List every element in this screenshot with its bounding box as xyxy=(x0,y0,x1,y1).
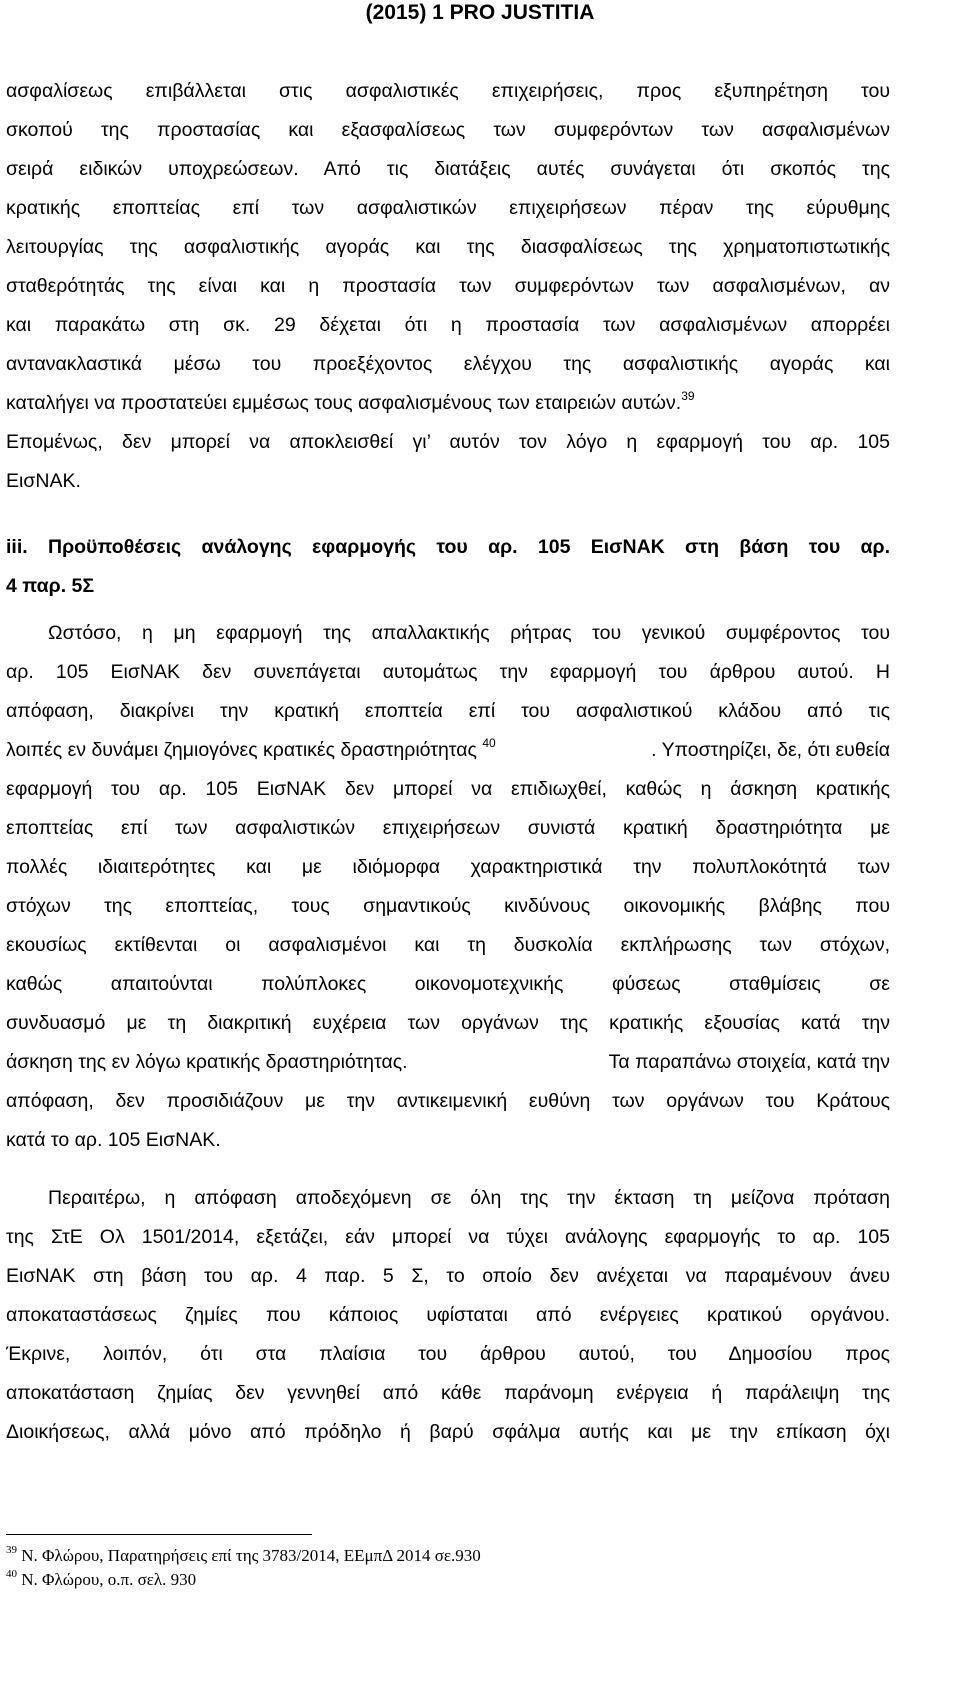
running-header: (2015) 1 PRO JUSTITIA xyxy=(365,1,595,24)
footnote xyxy=(6,1570,196,1590)
body-line xyxy=(6,391,890,415)
body-line: ΕισΝΑΚ στη βάση του αρ. 4 παρ. 5 Σ, το οποίο δεν ανέχεται να παραμένουν άνευ xyxy=(6,1265,890,1287)
body-line xyxy=(6,1050,890,1074)
footnote xyxy=(6,1546,481,1566)
body-line: στόχων της εποπτείας, τους σημαντικούς κινδύνους οικονομικής βλάβης που xyxy=(6,895,890,917)
footnote-ref[interactable]: 39 xyxy=(681,389,695,403)
body-line: Επομένως, δεν μπορεί να αποκλεισθεί γι’ αυτόν τον λόγο η εφαρμογή του αρ. 105 xyxy=(6,431,890,453)
footnote-ref[interactable]: 40 xyxy=(482,736,496,750)
body-line: ασφαλίσεως επιβάλλεται στις ασφαλιστικές επιχειρήσεις, προς εξυπηρέτηση του xyxy=(6,80,890,102)
body-text: άσκηση της εν λόγω κρατικής δραστηριότητας. xyxy=(6,1051,408,1073)
body-line: αντανακλαστικά μέσω του προεξέχοντος ελέγχου της ασφαλιστικής αγοράς και xyxy=(6,353,890,375)
footnote-text: Ν. Φλώρου, ο.π. σελ. 930 xyxy=(17,1570,197,1589)
body-text: . Υποστηρίζει, δε, ότι ευθεία xyxy=(651,739,890,761)
body-line: Διοικήσεως, αλλά μόνο από πρόδηλο ή βαρύ σφάλμα αυτής και με την επίκαση όχι xyxy=(6,1421,890,1443)
body-line: της ΣτΕ Ολ 1501/2014, εξετάζει, εάν μπορεί να τύχει ανάλογης εφαρμογής το αρ. 105 xyxy=(6,1226,890,1248)
body-line: συνδυασμό με τη διακριτική ευχέρεια των οργάνων της κρατικής εξουσίας κατά την xyxy=(6,1012,890,1034)
section-heading: iii. Προϋποθέσεις ανάλογης εφαρμογής του αρ. 105 ΕισΝΑΚ στη βάση του αρ. xyxy=(6,536,890,558)
body-line: κρατικής εποπτείας επί των ασφαλιστικών επιχειρήσεων πέραν της εύρυθμης xyxy=(6,197,890,219)
body-line: καθώς απαιτούνται πολύπλοκες οικονομοτεχνικής φύσεως σταθμίσεις σε xyxy=(6,973,890,995)
body-line: σταθερότητάς της είναι και η προστασία των συμφερόντων των ασφαλισμένων, αν xyxy=(6,275,890,297)
body-text: Τα παραπάνω στοιχεία, κατά την xyxy=(608,1051,890,1073)
body-line: πολλές ιδιαιτερότητες και με ιδιόμορφα χαρακτηριστικά την πολυπλοκότητά των xyxy=(6,856,890,878)
body-text-part: λοιπές εν δυνάμει ζημιογόνες κρατικές δραστηριότητας xyxy=(6,739,477,761)
body-text xyxy=(6,738,496,762)
body-line: εφαρμογή του αρ. 105 ΕισΝΑΚ δεν μπορεί να επιδιωχθεί, καθώς η άσκηση κρατικής xyxy=(6,778,890,800)
body-line: απόφαση, διακρίνει την κρατική εποπτεία επί του ασφαλιστικού κλάδου από τις xyxy=(6,700,890,722)
body-line xyxy=(6,738,890,762)
body-line: εκουσίως εκτίθενται οι ασφαλισμένοι και τη δυσκολία εκπλήρωσης των στόχων, xyxy=(6,934,890,956)
body-line: αποκατάσταση ζημίας δεν γεννηθεί από κάθε παράνομη ενέργεια ή παράλειψη της xyxy=(6,1382,890,1404)
body-line: ΕισΝΑΚ. xyxy=(6,470,81,492)
body-line: αποκαταστάσεως ζημίες που κάποιος υφίσταται από ενέργειες κρατικού οργάνου. xyxy=(6,1304,890,1326)
footnote-text: Ν. Φλώρου, Παρατηρήσεις επί της 3783/2014, ΕΕμπΔ 2014 σε.930 xyxy=(17,1546,481,1565)
body-line: αρ. 105 ΕισΝΑΚ δεν συνεπάγεται αυτομάτως την εφαρμογή του άρθρου αυτού. Η xyxy=(6,661,890,683)
footnote-number: 40 xyxy=(6,1568,17,1580)
body-line: Έκρινε, λοιπόν, ότι στα πλαίσια του άρθρου αυτού, του Δημοσίου προς xyxy=(6,1343,890,1365)
body-line: εποπτείας επί των ασφαλιστικών επιχειρήσεων συνιστά κρατική δραστηριότητα με xyxy=(6,817,890,839)
body-line: Περαιτέρω, η απόφαση αποδεχόμενη σε όλη της την έκταση τη μείζονα πρόταση xyxy=(48,1187,890,1209)
body-line: και παρακάτω στη σκ. 29 δέχεται ότι η προστασία των ασφαλισμένων απορρέει xyxy=(6,314,890,336)
body-line: σκοπού της προστασίας και εξασφαλίσεως των συμφερόντων των ασφαλισμένων xyxy=(6,119,890,141)
body-line: λειτουργίας της ασφαλιστικής αγοράς και της διασφαλίσεως της χρηματοπιστωτικής xyxy=(6,236,890,258)
footnote-number: 39 xyxy=(6,1544,17,1556)
body-line: κατά το αρ. 105 ΕισΝΑΚ. xyxy=(6,1129,221,1151)
body-line: απόφαση, δεν προσιδιάζουν με την αντικειμενική ευθύνη των οργάνων του Κράτους xyxy=(6,1090,890,1112)
body-text: καταλήγει να προστατεύει εμμέσως τους ασφαλισμένους των εταιρειών αυτών. xyxy=(6,392,682,414)
body-line: σειρά ειδικών υποχρεώσεων. Από τις διατάξεις αυτές συνάγεται ότι σκοπός της xyxy=(6,158,890,180)
body-line: Ωστόσο, η μη εφαρμογή της απαλλακτικής ρήτρας του γενικού συμφέροντος του xyxy=(48,622,890,644)
footnote-separator xyxy=(6,1534,312,1535)
section-heading-cont: 4 παρ. 5Σ xyxy=(6,575,95,597)
